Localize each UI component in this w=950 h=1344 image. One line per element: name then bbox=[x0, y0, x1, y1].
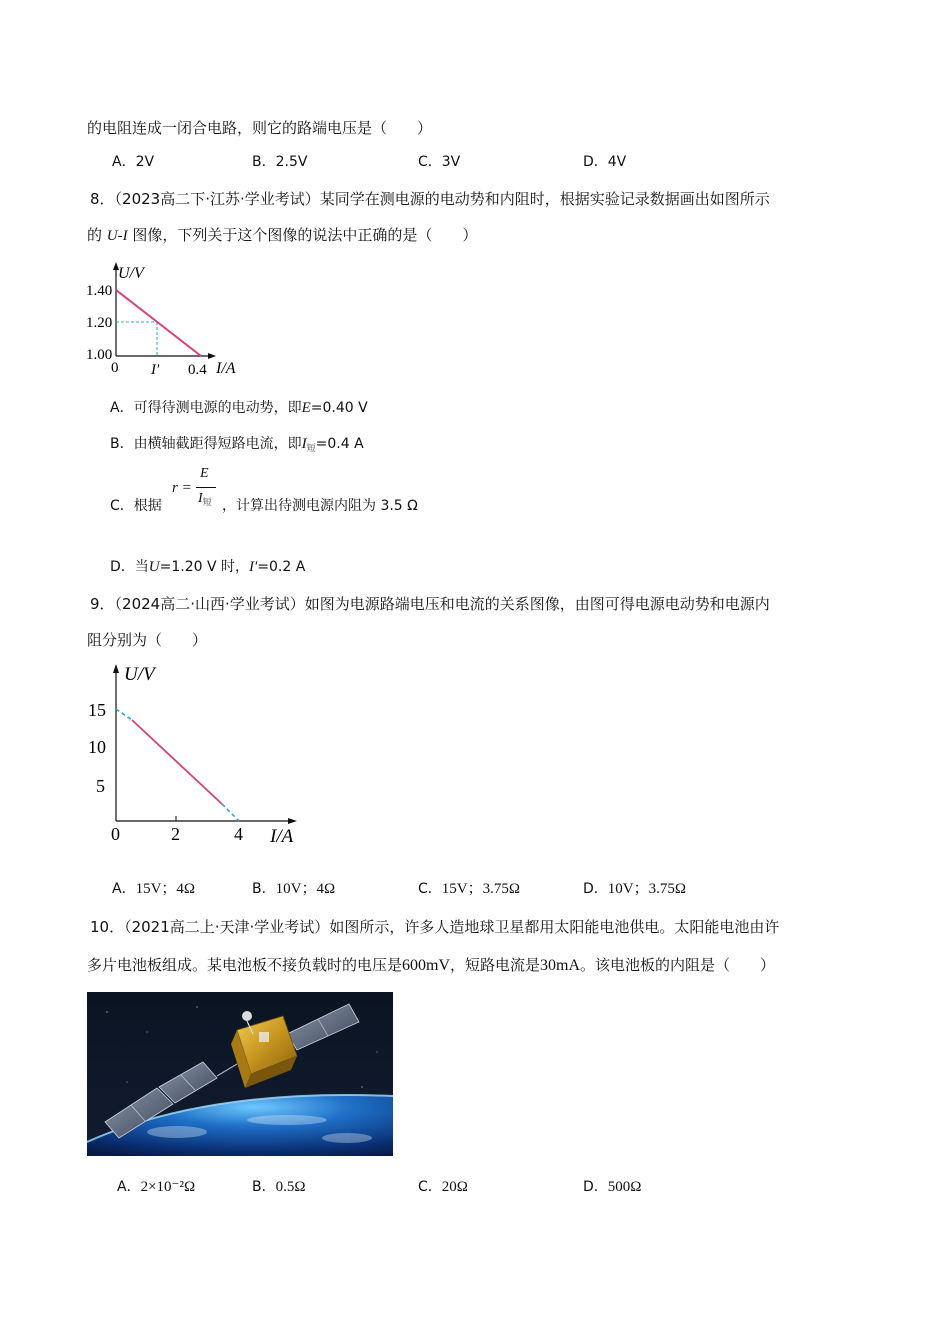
option-b: B．2.5V bbox=[252, 154, 308, 170]
q10-stem-line2: 多片电池板组成。某电池板不接负载时的电压是600mV，短路电流是30mA。该电池板的内阻是（ ） bbox=[87, 956, 776, 974]
q8-xtick-3: 0.4 bbox=[188, 362, 207, 378]
satellite-image bbox=[87, 992, 393, 1156]
q10-number: 10． bbox=[90, 918, 125, 936]
q8-stem-pre: 的 bbox=[87, 226, 103, 244]
q9-xtick-3: 4 bbox=[234, 824, 243, 844]
q8-source: （2023高二下·江苏·学业考试） bbox=[114, 190, 320, 208]
q9-option-d: D．10V；3.75Ω bbox=[583, 881, 687, 897]
q10-option-b: B．0.5Ω bbox=[252, 1179, 306, 1195]
q9-source: （2024高二·山西·学业考试） bbox=[114, 595, 305, 613]
q10-stem-line1 bbox=[90, 917, 779, 937]
q8-stem: 某同学在测电源的电动势和内阻时，根据实验记录数据画出如图所示 bbox=[319, 190, 770, 208]
q8-option-a: A．可得待测电源的电动势，即E=0.40 V bbox=[110, 400, 368, 416]
q10-option-d: D．500Ω bbox=[583, 1179, 642, 1195]
q8-y-axis-label: U/V bbox=[118, 265, 144, 282]
q8-formula-r: r = bbox=[172, 480, 192, 496]
option-a: A．2V bbox=[112, 154, 155, 170]
q8-option-c-rest: ，计算出待测电源内阻为 3.5 Ω bbox=[222, 498, 418, 514]
q9-option-b: B．10V；4Ω bbox=[252, 881, 336, 897]
q9-option-a: A．15V；4Ω bbox=[112, 881, 196, 897]
q9-stem-line2: 阻分别为（ ） bbox=[87, 631, 208, 649]
q8-stem-line2 bbox=[87, 225, 477, 246]
q9-ytick-1: 15 bbox=[88, 700, 106, 720]
q8-xtick-2: I′ bbox=[151, 362, 160, 378]
q9-option-c: C．15V；3.75Ω bbox=[418, 881, 521, 897]
q9-xtick-1: 0 bbox=[111, 824, 120, 844]
q8-formula-denominator: $I_短$ bbox=[198, 491, 212, 507]
q8-ytick-1: 1.40 bbox=[86, 283, 113, 299]
q10-option-a: A．2×10⁻²Ω bbox=[117, 1179, 196, 1195]
q9-number: 9． bbox=[90, 595, 115, 613]
q9-y-axis-label: U/V bbox=[124, 664, 155, 685]
q8-formula-numerator: E bbox=[200, 466, 209, 481]
q9-ui-graph bbox=[84, 658, 314, 850]
q8-fraction-bar bbox=[196, 487, 216, 488]
q9-stem: 如图为电源路端电压和电流的关系图像，由图可得电源电动势和电源内 bbox=[304, 595, 770, 613]
q10-stem: 如图所示，许多人造地球卫星都用太阳能电池供电。太阳能电池由许 bbox=[329, 918, 780, 936]
q8-xtick-1: 0 bbox=[111, 360, 119, 376]
q8-ytick-2: 1.20 bbox=[86, 315, 113, 331]
q8-option-c: C．根据 bbox=[110, 498, 162, 514]
q8-option-b: B．由横轴截距得短路电流，即$I_短=0.4$ A bbox=[110, 436, 364, 454]
option-c: C．3V bbox=[418, 154, 461, 170]
continued-question-text: 的电阻连成一闭合电路，则它的路端电压是（ ） bbox=[87, 119, 433, 137]
option-d: D．4V bbox=[583, 154, 627, 170]
q8-option-d: D．当U=1.20 V 时，I′=0.2 A bbox=[110, 559, 306, 575]
q8-ytick-3: 1.00 bbox=[86, 347, 113, 363]
q8-ui-label: U-I bbox=[106, 228, 128, 244]
q10-option-c: C．20Ω bbox=[418, 1179, 468, 1195]
q9-ytick-3: 5 bbox=[96, 776, 105, 796]
q8-stem-line1 bbox=[90, 189, 770, 209]
q9-x-axis-label: I/A bbox=[270, 826, 294, 847]
q9-ytick-2: 10 bbox=[88, 737, 106, 757]
q8-x-axis-label: I/A bbox=[216, 360, 236, 377]
q10-source: （2021高二上·天津·学业考试） bbox=[124, 918, 330, 936]
q9-stem-line1 bbox=[90, 594, 770, 614]
q8-stem-post: 图像，下列关于这个图像的说法中正确的是（ ） bbox=[132, 226, 478, 244]
q8-number: 8． bbox=[90, 190, 115, 208]
q9-xtick-2: 2 bbox=[171, 824, 180, 844]
q8-ui-graph bbox=[84, 258, 254, 380]
